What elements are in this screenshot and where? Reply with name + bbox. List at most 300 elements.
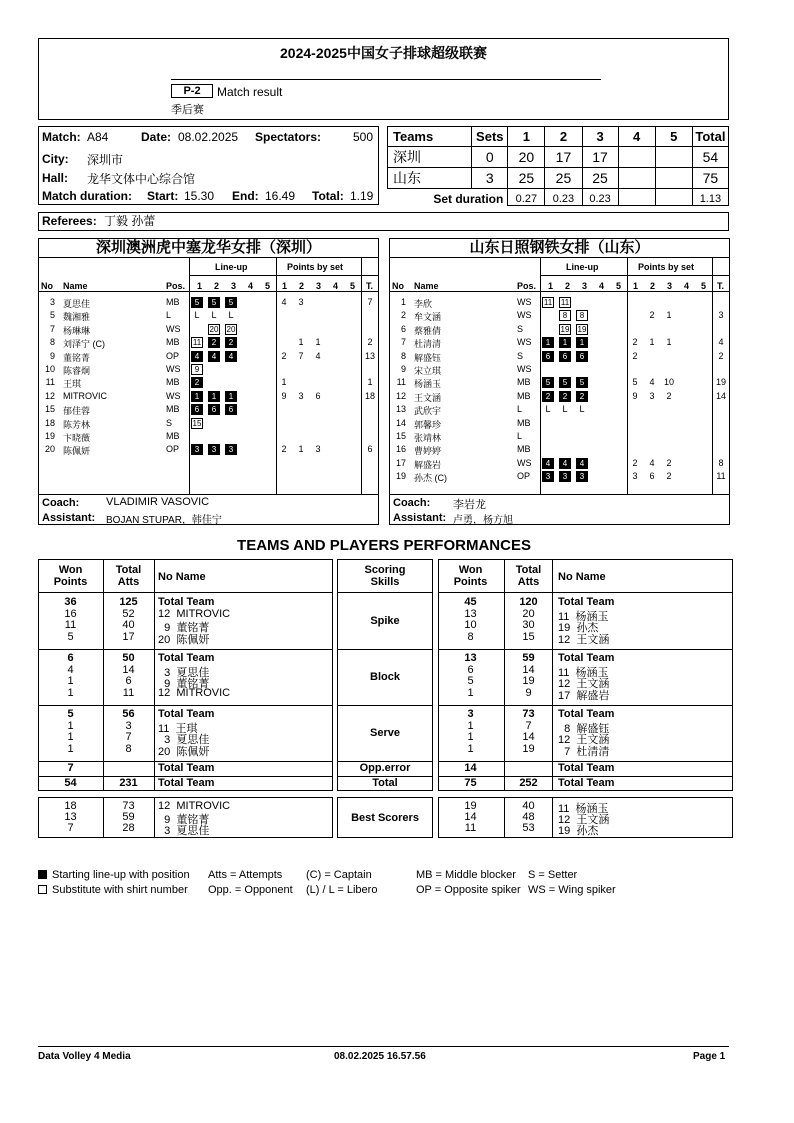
points-set-1: 2 xyxy=(632,350,638,361)
player-name: 陈佩妍 xyxy=(63,446,91,457)
perf-total-atts: 8 xyxy=(125,742,132,755)
points-set-2: 1 xyxy=(649,337,655,348)
lineup-start-cell: 6 xyxy=(576,351,588,362)
player-number: 13 xyxy=(395,404,406,415)
perf-total-atts: 19 xyxy=(522,675,535,687)
player-position: MB xyxy=(166,404,180,415)
lineup-sub-cell: 9 xyxy=(191,364,203,375)
player-number: 11 xyxy=(45,377,55,388)
perf-total-atts: 73 xyxy=(522,708,535,720)
player-name: 王琪 xyxy=(63,379,82,390)
table-row xyxy=(39,363,378,376)
perf-hline xyxy=(38,649,333,650)
total-won: 75 xyxy=(464,777,477,789)
perf-won-points: 13 xyxy=(64,811,77,823)
lineup-start-cell: 4 xyxy=(208,351,220,362)
score-b-set4 xyxy=(618,168,655,189)
team_a-coach-name: VLADIMIR VASOVIC xyxy=(106,496,210,508)
opp_error-won: 7 xyxy=(67,762,74,774)
perf-won-points: 1 xyxy=(467,742,474,755)
table-row xyxy=(390,457,729,470)
player-number: 14 xyxy=(395,417,406,428)
points-set-1: 2 xyxy=(632,337,638,348)
lineup-start-cell: 2 xyxy=(576,391,588,402)
team_a-title: 深圳澳洲虎中塞龙华女排（深圳） xyxy=(39,239,378,258)
team_a-hdr-pts-2: 2 xyxy=(299,281,305,291)
points-total: 11 xyxy=(716,471,726,482)
points-set-3: 3 xyxy=(315,444,321,455)
points-total: 18 xyxy=(364,390,375,401)
lineup-sub-cell: 19 xyxy=(577,324,587,334)
perf-total-atts: 30 xyxy=(522,619,535,631)
referees-names: 丁毅 孙蕾 xyxy=(104,214,156,228)
table-row xyxy=(39,336,378,349)
set-duration-3: 0.23 xyxy=(582,189,618,206)
player-name: 李欣 xyxy=(414,299,433,309)
perf-won-points: 5 xyxy=(467,675,474,687)
lineup-start-cell: 6 xyxy=(542,351,554,362)
points-total: 8 xyxy=(718,457,724,468)
header-total-atts: Total xyxy=(115,564,142,576)
player-position: L xyxy=(517,431,523,441)
lineup-start-cell: 3 xyxy=(559,471,571,482)
player-position: L xyxy=(166,310,172,321)
empty-square-icon xyxy=(38,885,47,894)
perf-hline xyxy=(337,592,433,593)
table-row xyxy=(39,417,378,430)
lineup-sub-cell: 11 xyxy=(192,338,202,348)
table-row xyxy=(390,376,729,389)
header-won-points: Points xyxy=(453,576,488,588)
table-row xyxy=(39,350,378,363)
perf-total-atts: 3 xyxy=(125,719,132,732)
team_a-hdr-t: T. xyxy=(366,281,374,291)
legend-starting xyxy=(38,869,190,881)
city-value: 深圳市 xyxy=(87,153,124,167)
points-set-3: 6 xyxy=(315,390,321,401)
team_a-hdr-name: Name xyxy=(63,281,88,291)
perf-player: 12 MITROVIC xyxy=(158,800,231,812)
player-number: 1 xyxy=(400,297,406,307)
player-position: WS xyxy=(166,390,181,401)
perf-player: Total Team xyxy=(558,708,615,720)
player-name: 张靖林 xyxy=(414,433,442,443)
score-team-a: 深圳 xyxy=(388,147,472,168)
player-name: 刘泽宁 (C) xyxy=(63,339,105,350)
lineup-start-cell: 1 xyxy=(542,337,554,348)
player-number: 10 xyxy=(44,364,55,374)
lineup-start-cell: 4 xyxy=(191,351,203,362)
perf-total-atts: 14 xyxy=(522,663,535,676)
player-number: 3 xyxy=(49,297,55,307)
legend-libero: (L) / L = Libero xyxy=(306,884,378,896)
perf-player: Total Team xyxy=(158,596,215,608)
points-total: 7 xyxy=(367,297,373,307)
lineup-start-cell: 4 xyxy=(559,458,571,469)
player-name: 宋立琪 xyxy=(414,366,442,376)
footer-center: 08.02.2025 16.57.56 xyxy=(334,1051,426,1062)
perf-total-atts: 50 xyxy=(122,652,135,664)
perf-total-atts: 52 xyxy=(122,607,135,620)
legend-ws: WS = Wing spiker xyxy=(528,884,616,896)
perf-won-points: 14 xyxy=(464,811,477,823)
table-row xyxy=(390,363,729,376)
perf-total-atts: 59 xyxy=(522,652,535,664)
team_a-hdr-pts-3: 3 xyxy=(316,281,322,291)
total-won: 54 xyxy=(64,777,77,789)
table-row xyxy=(390,350,729,363)
perf-total-atts: 14 xyxy=(122,663,135,676)
perf-player: 12 MITROVIC xyxy=(158,686,231,699)
perf-total-atts: 53 xyxy=(522,822,535,834)
player-name: 解盛岩 xyxy=(414,459,442,470)
score-b-set1: 25 xyxy=(508,168,545,189)
table-row xyxy=(39,323,378,336)
player-number: 6 xyxy=(400,323,406,334)
player-name: 陈睿炯 xyxy=(63,366,91,376)
team_a-assistant-name: BOJAN STUPAR，韩佳宁 xyxy=(106,515,222,526)
lineup-sub-cell: 19 xyxy=(560,324,570,334)
lineup-start-cell: 4 xyxy=(225,351,237,362)
score-b-set2: 25 xyxy=(545,168,582,189)
total-label: Total Team xyxy=(558,777,615,789)
lineup-start-cell: 3 xyxy=(191,444,203,455)
team_b-hdr-pts-1: 1 xyxy=(633,281,639,291)
start-value: 15.30 xyxy=(184,189,215,203)
perf-won-points: 1 xyxy=(467,731,474,743)
team_b-coach-name: 李岩龙 xyxy=(453,499,486,511)
player-position: OP xyxy=(166,350,180,361)
player-position: MB xyxy=(166,337,180,348)
perf-won-points: 1 xyxy=(67,742,74,755)
perf-won-points: 36 xyxy=(64,596,77,608)
perf-hline xyxy=(438,705,733,706)
perf-player: 9 董铭菁 xyxy=(158,622,210,634)
lineup-start-cell: 1 xyxy=(559,337,571,348)
points-total: 2 xyxy=(718,350,724,361)
score-a-set2: 17 xyxy=(545,147,582,168)
player-number: 9 xyxy=(400,364,406,374)
team_b-title: 山东日照钢铁女排（山东） xyxy=(390,239,729,258)
perf-player: 11 杨涵玉 xyxy=(558,610,609,623)
perf-total-atts: 56 xyxy=(122,708,135,720)
lineup-libero-cell: L xyxy=(562,404,568,415)
points-set-1: 4 xyxy=(281,297,287,307)
perf-won-points: 8 xyxy=(467,630,474,643)
set-duration-label: Set duration xyxy=(388,189,508,206)
points-set-1: 2 xyxy=(281,350,287,361)
score-team-b: 山东 xyxy=(388,168,472,189)
player-name: 武欣宇 xyxy=(414,406,442,417)
perf-total-atts: 7 xyxy=(525,719,532,732)
player-name: 陈芳林 xyxy=(63,419,91,430)
team_b-hdr-lu-4: 4 xyxy=(599,281,605,291)
legend-starting-text: Starting line-up with position xyxy=(52,869,190,881)
points-set-2: 3 xyxy=(298,390,304,401)
skill-block: Block xyxy=(370,671,400,683)
perf-player: 12 王文涵 xyxy=(558,633,610,646)
table-row xyxy=(390,323,729,336)
team_a-hline-sub xyxy=(189,275,379,276)
lineup-start-cell: 1 xyxy=(225,391,237,402)
lineup-start-cell: 1 xyxy=(191,391,203,402)
team_a-hdr-no: No xyxy=(41,281,53,291)
perf-vline xyxy=(154,559,155,791)
team_b-hline-coach xyxy=(390,494,729,495)
perf-total-atts: 14 xyxy=(522,731,535,743)
perf-won-points: 1 xyxy=(67,731,74,743)
points-set-2: 1 xyxy=(298,444,304,455)
player-number: 20 xyxy=(44,444,55,455)
team_a-hdr-lu-2: 2 xyxy=(214,281,220,291)
team_a-hdr-lu-4: 4 xyxy=(248,281,254,291)
doc-code: P-2 xyxy=(171,84,213,98)
player-position: MB xyxy=(517,377,531,388)
perf-player: Total Team xyxy=(158,708,215,720)
skill-best-scorers: Best Scorers xyxy=(351,812,419,824)
player-name: 董铭菁 xyxy=(63,352,91,363)
table-row xyxy=(390,430,729,443)
player-number: 5 xyxy=(49,310,55,321)
lineup-start-cell: 1 xyxy=(208,391,220,402)
player-position: S xyxy=(166,417,173,428)
perf-total-atts: 9 xyxy=(525,686,532,699)
legend-atts: Atts = Attempts xyxy=(208,869,283,881)
lineup-start-cell: 5 xyxy=(191,297,203,308)
team_b-hdr-pts-4: 4 xyxy=(684,281,690,291)
perf-player: 11 杨涵玉 xyxy=(558,666,609,679)
lineup-sub-cell: 8 xyxy=(559,310,571,321)
player-position: WS xyxy=(517,364,532,374)
table-row xyxy=(39,403,378,416)
perf-won-points: 1 xyxy=(67,719,74,732)
perf-hline xyxy=(337,705,433,706)
team_b-hdr-pts-3: 3 xyxy=(667,281,673,291)
perf-hline xyxy=(337,649,433,650)
skill-serve: Serve xyxy=(370,727,400,739)
points-set-2: 3 xyxy=(649,390,655,401)
table-row xyxy=(390,336,729,349)
perf-total-atts: 17 xyxy=(122,630,135,643)
score-header-set2: 2 xyxy=(545,127,582,147)
points-total: 3 xyxy=(718,310,724,321)
doc-name: Match result xyxy=(217,85,283,99)
score-a-set5 xyxy=(655,147,692,168)
header-won-points: Points xyxy=(53,576,88,588)
set-duration-1: 0.27 xyxy=(508,189,545,206)
perf-player: 12 王文涵 xyxy=(558,734,610,746)
lineup-start-cell: 5 xyxy=(208,297,220,308)
team_b-hdr-lineup: Line-up xyxy=(566,262,599,272)
legend-s: S = Setter xyxy=(528,869,578,881)
points-total: 19 xyxy=(715,377,726,388)
score-header-teams: Teams xyxy=(388,127,472,147)
score-table xyxy=(387,126,729,206)
team-b-roster xyxy=(389,238,730,525)
score-header-set3: 3 xyxy=(582,127,618,147)
perf-won-points: 3 xyxy=(467,708,474,720)
header-scoring-skills: Skills xyxy=(370,576,400,588)
opp_error-label: Total Team xyxy=(158,762,215,774)
perf-player: Total Team xyxy=(558,652,615,664)
team_b-hdr-pts-2: 2 xyxy=(650,281,656,291)
player-position: MB xyxy=(166,377,180,388)
filled-square-icon xyxy=(38,870,47,879)
opp_error-label: Total Team xyxy=(558,762,615,774)
points-set-3: 1 xyxy=(666,337,672,348)
perf-hline xyxy=(438,592,733,593)
perf-player: 12 王文涵 xyxy=(558,814,610,826)
perf-vline xyxy=(154,797,155,838)
table-row xyxy=(39,430,378,443)
player-name: 魏湘雅 xyxy=(63,312,91,323)
player-position: WS xyxy=(517,457,532,468)
legend-captain: (C) = Captain xyxy=(306,869,372,881)
perf-won-points: 1 xyxy=(467,686,474,699)
team_a-hline-head xyxy=(39,291,378,292)
player-position: L xyxy=(517,404,523,415)
player-position: S xyxy=(517,323,524,334)
perf-total-atts: 40 xyxy=(522,800,535,812)
points-set-1: 9 xyxy=(632,390,638,401)
perf-won-points: 11 xyxy=(64,619,77,631)
player-position: MB xyxy=(517,417,531,428)
player-number: 2 xyxy=(400,310,406,321)
player-position: MB xyxy=(166,297,180,307)
total-atts: 252 xyxy=(519,777,538,789)
perf-hline xyxy=(38,705,333,706)
player-name: 蔡雅倩 xyxy=(414,325,442,336)
perf-total-atts: 15 xyxy=(522,630,535,643)
perf-won-points: 4 xyxy=(67,663,74,676)
perf-total-atts: 6 xyxy=(125,675,132,687)
perf-player: Total Team xyxy=(158,652,215,664)
lineup-libero-cell: L xyxy=(228,310,234,321)
city-label: City: xyxy=(42,152,69,166)
hall-value: 龙华文体中心综合馆 xyxy=(87,172,196,186)
player-name: MITROVIC xyxy=(63,390,107,401)
set-duration-5 xyxy=(655,189,692,206)
table-row xyxy=(39,309,378,322)
perf-won-points: 5 xyxy=(67,708,74,720)
lineup-start-cell: 3 xyxy=(208,444,220,455)
player-number: 15 xyxy=(44,404,55,415)
perf-total-atts: 59 xyxy=(122,811,135,823)
points-set-2: 2 xyxy=(649,310,655,321)
lineup-start-cell: 5 xyxy=(559,377,571,388)
player-name: 夏思佳 xyxy=(63,299,91,309)
player-name: 卞晓薇 xyxy=(63,433,91,443)
perf-player: 9 董铭菁 xyxy=(158,678,210,690)
perf-won-points: 1 xyxy=(67,686,74,699)
points-set-2: 3 xyxy=(298,297,304,307)
footer-divider xyxy=(38,1046,729,1047)
points-set-1: 2 xyxy=(632,457,638,468)
perf-player: 3 夏思佳 xyxy=(158,825,210,837)
start-label: Start: xyxy=(147,189,179,203)
score-sets-b: 3 xyxy=(472,168,508,189)
perf-won-points: 16 xyxy=(64,607,77,620)
lineup-start-cell: 2 xyxy=(225,337,237,348)
perf-total-atts: 7 xyxy=(125,731,132,743)
lineup-libero-cell: L xyxy=(194,310,200,321)
points-set-2: 6 xyxy=(649,471,655,482)
perf-won-points: 10 xyxy=(464,619,477,631)
team_b-assistant-label: Assistant: xyxy=(393,512,447,524)
score-b-set3: 25 xyxy=(582,168,618,189)
lineup-start-cell: 2 xyxy=(542,391,554,402)
lineup-start-cell: 3 xyxy=(225,444,237,455)
total-value: 1.19 xyxy=(350,189,374,203)
perf-won-points: 6 xyxy=(467,663,474,676)
score-sets-a: 0 xyxy=(472,147,508,168)
footer-right: Page 1 xyxy=(693,1051,726,1062)
points-set-1: 3 xyxy=(632,471,638,482)
player-position: WS xyxy=(517,297,532,307)
team_a-hdr-pts-5: 5 xyxy=(350,281,356,291)
score-b-total: 75 xyxy=(692,168,728,189)
player-position: MB xyxy=(517,444,531,455)
lineup-start-cell: 4 xyxy=(576,458,588,469)
perf-total-atts: 73 xyxy=(122,800,135,812)
lineup-sub-cell: 15 xyxy=(192,418,202,428)
lineup-start-cell: 4 xyxy=(542,458,554,469)
perf-total-atts: 125 xyxy=(119,596,138,608)
points-set-3: 2 xyxy=(666,457,672,468)
points-total: 4 xyxy=(718,337,724,348)
header-no-name: No Name xyxy=(158,571,206,583)
points-set-3: 1 xyxy=(315,337,321,348)
perf-total-atts: 28 xyxy=(122,822,135,834)
header-scoring-skills: Scoring xyxy=(364,564,406,576)
perf-won-points: 13 xyxy=(464,607,477,620)
team_a-hline-coach xyxy=(39,494,378,495)
lineup-start-cell: 6 xyxy=(208,404,220,415)
perf-total-atts: 19 xyxy=(522,742,535,755)
team_a-coach-label: Coach: xyxy=(42,497,80,509)
team_b-hdr-lu-2: 2 xyxy=(565,281,571,291)
lineup-sub-cell: 20 xyxy=(209,324,219,334)
table-row xyxy=(39,376,378,389)
table-row xyxy=(390,390,729,403)
lineup-start-cell: 2 xyxy=(208,337,220,348)
points-set-3: 2 xyxy=(666,471,672,482)
team_b-assistant-name: 卢勇，杨方旭 xyxy=(453,515,513,526)
skill-spike: Spike xyxy=(370,615,400,627)
match-label: Match: xyxy=(42,130,81,144)
total-atts: 231 xyxy=(119,777,138,789)
referees-label: Referees: xyxy=(42,214,97,228)
points-set-2: 7 xyxy=(298,350,304,361)
points-total: 2 xyxy=(367,337,373,348)
score-header-set4: 4 xyxy=(618,127,655,147)
perf-total-atts: 120 xyxy=(519,596,538,608)
team_b-hline-head xyxy=(390,291,729,292)
player-number: 17 xyxy=(395,457,406,468)
header-no-name: No Name xyxy=(558,571,606,583)
header-won-points: Won xyxy=(458,564,483,576)
player-name: 杜清清 xyxy=(414,339,442,350)
lineup-start-cell: 2 xyxy=(559,391,571,402)
perf-player: Total Team xyxy=(558,596,615,608)
team_a-hdr-lineup: Line-up xyxy=(215,262,248,272)
perf-won-points: 13 xyxy=(464,652,477,664)
header-total-atts: Atts xyxy=(517,576,540,588)
legend-substitute xyxy=(38,884,188,896)
team_a-hdr-lu-1: 1 xyxy=(197,281,203,291)
table-row xyxy=(390,403,729,416)
player-name: 牟文涵 xyxy=(414,312,442,323)
